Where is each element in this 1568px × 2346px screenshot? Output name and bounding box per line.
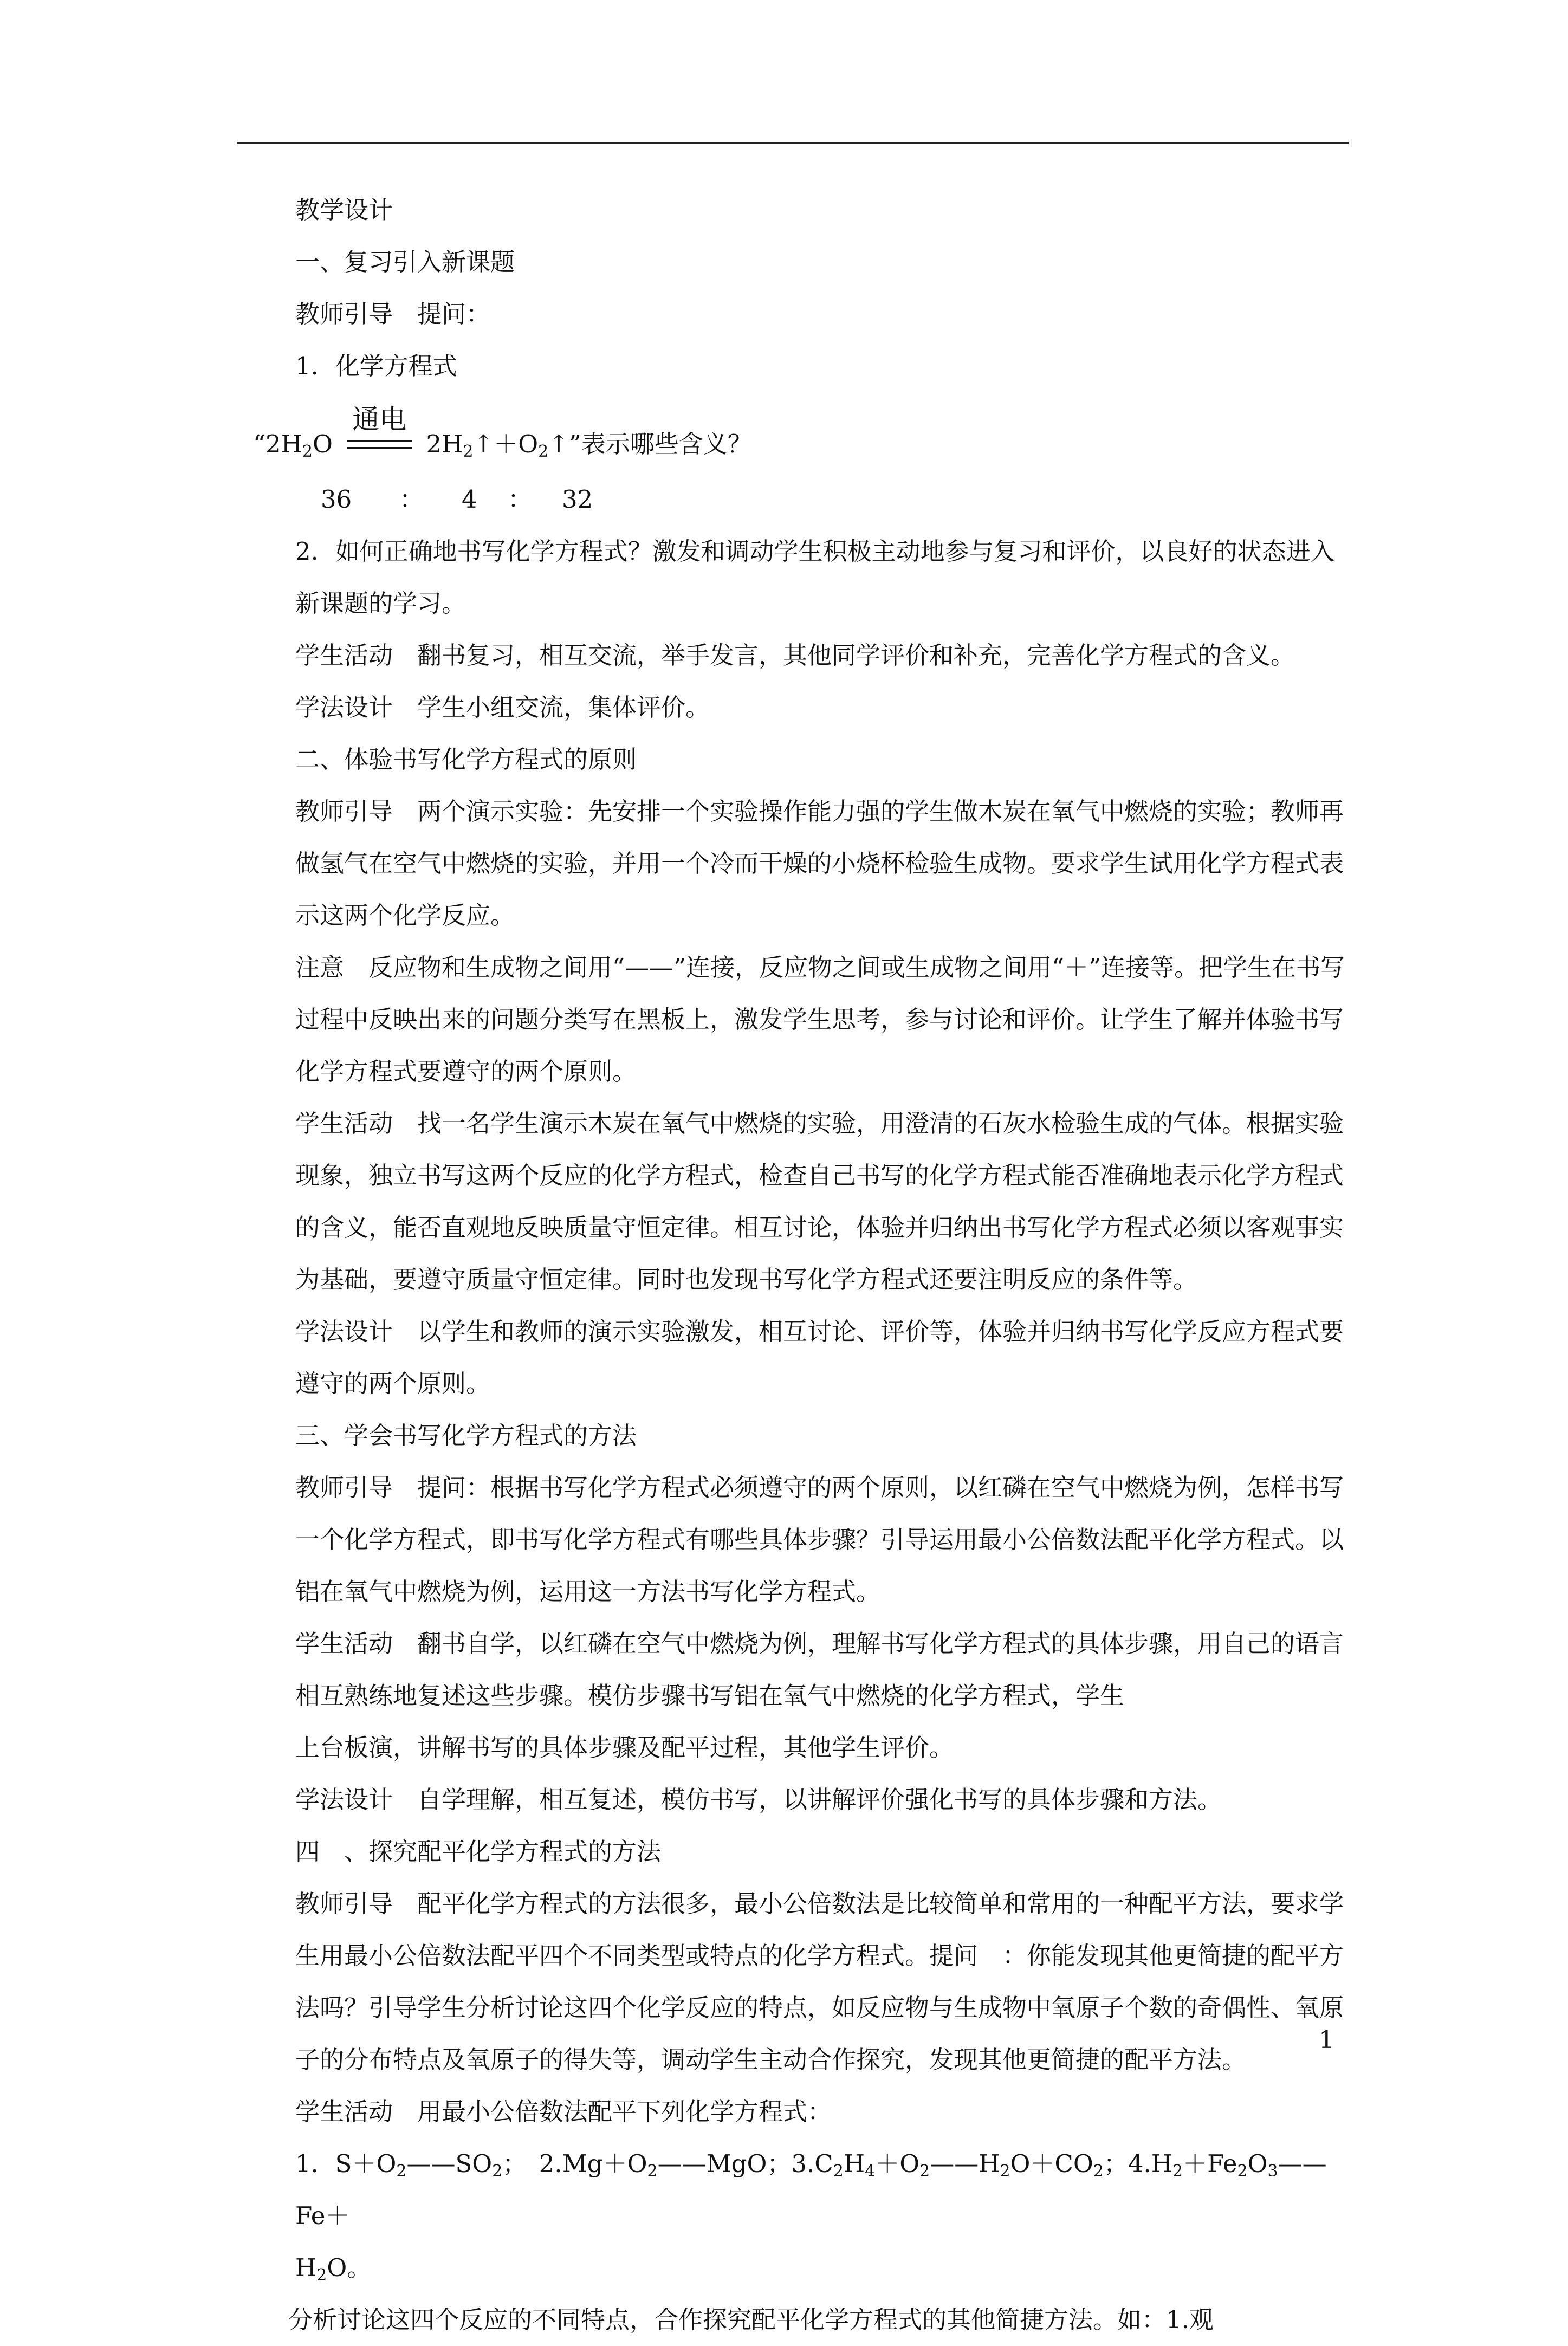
doc-heading: 教学设计 — [295, 196, 393, 224]
teacher-guide-2: 教师引导 两个演示实验：先安排一个实验操作能力强的学生做木炭在氧气中燃烧的实验；教师再做氢气在空气中燃烧的实验，并用一个冷而干燥的小烧杯检验生成物。要求学生试用化学方程式表示这两个化学反应。 — [295, 797, 1344, 930]
condition-label: 通电 — [352, 403, 407, 435]
study-method-3: 学法设计 自学理解，相互复述，模仿书写，以讲解评价强化书写的具体步骤和方法。 — [295, 1785, 1222, 1814]
teacher-guide-4: 教师引导 配平化学方程式的方法很多，最小公倍数法是比较简单和常用的一种配平方法，要求学生用最小公倍数法配平四个不同类型或特点的化学方程式。提问 ：你能发现其他更简捷的配平方法吗？引导学生分析讨论这四个化学反应的特点，如反应物与生成物中氧原子个数的奇偶性、氧原子的分布特点及氧原子的得失等，调动学生主动合作探究，发现其他更简捷的配平方法。 — [295, 1889, 1344, 2074]
balancing-equations: 1．$S+O_2——SO_2$； $2.Mg+O_2——MgO$；$3.C_2H_4+O_2——H_2O+CO_2$；$4.H_2+Fe_2O_3——Fe+$ $H_2O$。 — [295, 2149, 1327, 2285]
teacher-guide-3: 教师引导 提问：根据书写化学方程式必须遵守的两个原则，以红磷在空气中燃烧为例，怎样书写一个化学方程式，即书写化学方程式有哪些具体步骤？引导运用最小公倍数法配平化学方程式。以铝在氧气中燃烧为例，运用这一方法书写化学方程式。 — [295, 1473, 1344, 1606]
section1-title: 一、复习引入新课题 — [295, 248, 515, 276]
section4-title: 四 、探究配平化学方程式的方法 — [295, 1837, 662, 1866]
question-2: 2．如何正确地书写化学方程式？激发和调动学生积极主动地参与复习和评价，以良好的状态进入新课题的学习。 — [295, 537, 1335, 618]
mass-ratio: 36 ： 4 ： 32 — [321, 485, 593, 514]
header-rule — [237, 142, 1349, 144]
section3-title: 三、学会书写化学方程式的方法 — [295, 1421, 637, 1450]
study-method-2: 学法设计 以学生和教师的演示实验激发，相互讨论、评价等，体验并归纳书写化学反应方程式要遵守的两个原则。 — [295, 1317, 1344, 1398]
equals-sign — [347, 440, 412, 449]
student-activity-4: 学生活动 用最小公倍数法配平下列化学方程式： — [295, 2097, 832, 2126]
note-paragraph: 注意 反应物和生成物之间用“——”连接，反应物之间或生成物之间用“＋”连接等。把学生在书写过程中反映出来的问题分类写在黑板上，激发学生思考，参与讨论和评价。让学生了解并体验书写化学方程式要遵守的两个原则。 — [295, 953, 1345, 1086]
study-method-1: 学法设计 学生小组交流，集体评价。 — [295, 693, 710, 722]
chemical-equation: “$2H_2O$ 通电 $2H_2↑+O_2↑$”表示哪些含义？ — [237, 392, 1350, 474]
reaction-condition — [347, 403, 412, 457]
page-number: 1 — [1319, 2025, 1334, 2054]
student-activity-2: 学生活动 找一名学生演示木炭在氧气中燃烧的实验，用澄清的石灰水检验生成的气体。根据实验现象，独立书写这两个反应的化学方程式，检查自己书写的化学方程式能否准确地表示化学方程式的含义，能否直观地反映质量守恒定律。相互讨论，体验并归纳出书写化学方程式必须以客观事实为基础，要遵守质量守恒定律。同时也发现书写化学方程式还要注明反应的条件等。 — [295, 1109, 1344, 1294]
student-activity-1: 学生活动 翻书复习，相互交流，举手发言，其他同学评价和补充，完善化学方程式的含义。 — [295, 641, 1295, 670]
analysis-paragraph: 分析讨论这四个反应的不同特点，合作探究配平化学方程式的其他简捷方法。如：1.观 — [288, 2305, 1214, 2334]
question-1: 1．化学方程式 — [295, 352, 457, 380]
student-activity-3-cont: 上台板演，讲解书写的具体步骤及配平过程，其他学生评价。 — [295, 1733, 954, 1762]
section2-title: 二、体验书写化学方程式的原则 — [295, 745, 637, 774]
document-body — [237, 184, 1350, 2346]
teacher-guide-1: 教师引导 提问： — [295, 300, 491, 328]
student-activity-3: 学生活动 翻书自学，以红磷在空气中燃烧为例，理解书写化学方程式的具体步骤，用自己的语言相互熟练地复述这些步骤。模仿步骤书写铝在氧气中燃烧的化学方程式，学生 — [295, 1629, 1344, 1710]
